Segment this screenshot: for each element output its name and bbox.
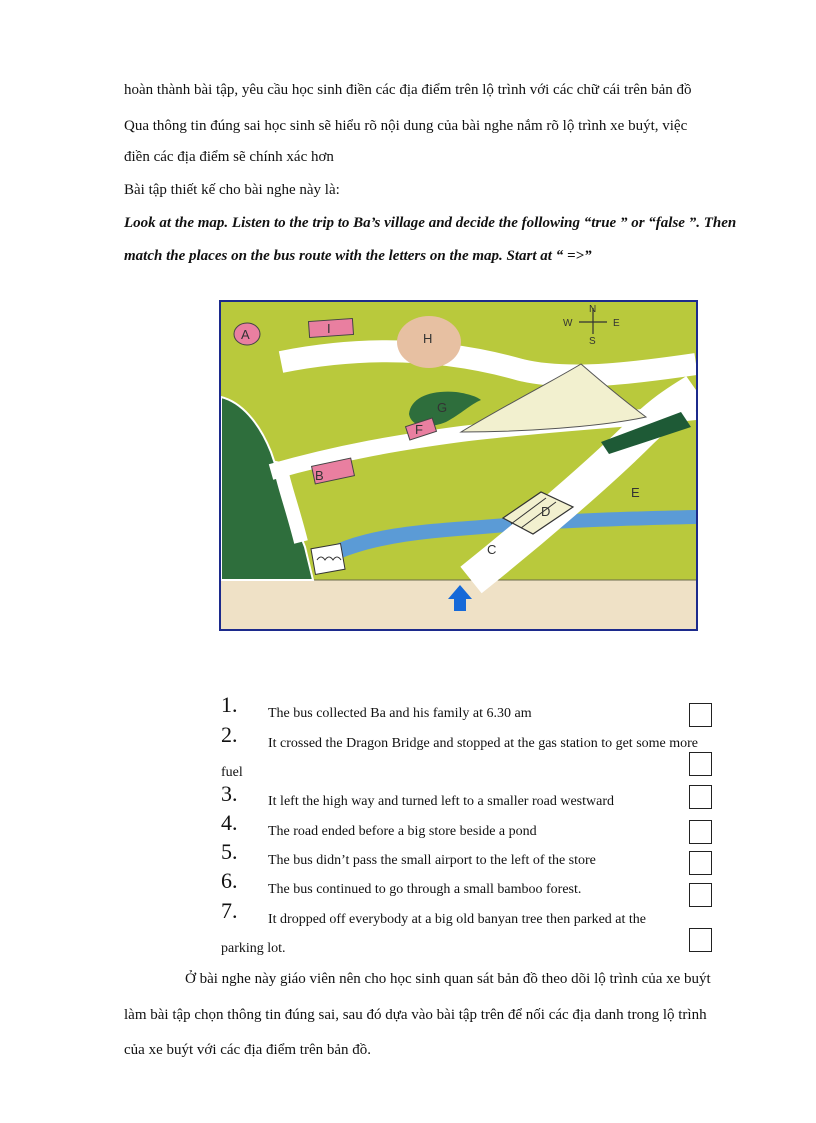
- answer-checkbox[interactable]: [689, 851, 712, 875]
- bus-route-map: [219, 300, 698, 631]
- map-label-f: F: [415, 422, 423, 437]
- question-continuation: fuel: [221, 765, 243, 780]
- compass-n: N: [589, 304, 597, 315]
- outro-line-3: của xe buýt với các địa điểm trên bản đồ.: [124, 1042, 372, 1058]
- question-text: It left the high way and turned left to a smaller road westward: [268, 794, 614, 809]
- map-label-d: D: [541, 504, 551, 519]
- question-text: It dropped off everybody at a big old banyan tree then parked at the: [268, 912, 646, 927]
- question-text: The bus continued to go through a small bamboo forest.: [268, 882, 582, 897]
- map-label-a: A: [241, 327, 250, 342]
- answer-checkbox[interactable]: [689, 820, 712, 844]
- instruction-line-1: Look at the map. Listen to the trip to Ba’s village and decide the following “true ” or “false ”. Then: [124, 215, 737, 231]
- compass-e: E: [613, 318, 620, 329]
- compass-s: S: [589, 336, 596, 347]
- question-number: 3.: [221, 781, 238, 806]
- question-number: 2.: [221, 722, 238, 747]
- instruction-line-2: match the places on the bus route with the letters on the map. Start at “ =>”: [124, 248, 592, 264]
- question-text: The bus didn’t pass the small airport to the left of the store: [268, 853, 596, 868]
- intro-line-3: điền các địa điểm sẽ chính xác hơn: [124, 149, 334, 165]
- compass-w: W: [563, 318, 573, 329]
- question-number: 7.: [221, 898, 238, 923]
- question-number: 1.: [221, 692, 238, 717]
- question-text: It crossed the Dragon Bridge and stopped at the gas station to get some more: [268, 736, 699, 751]
- map-label-g: G: [437, 400, 448, 415]
- answer-checkbox[interactable]: [689, 752, 712, 776]
- outro-line-2: làm bài tập chọn thông tin đúng sai, sau đó dựa vào bài tập trên để nối các địa danh trong lộ trình: [124, 1007, 707, 1023]
- question-number: 4.: [221, 810, 238, 835]
- outro-line-1: Ở bài nghe này giáo viên nên cho học sinh quan sát bản đồ theo dõi lộ trình của xe buýt: [185, 971, 711, 987]
- map-label-h: H: [423, 331, 433, 346]
- question-number: 6.: [221, 868, 238, 893]
- question-text: The road ended before a big store beside a pond: [268, 824, 537, 839]
- answer-checkbox[interactable]: [689, 883, 712, 907]
- answer-checkbox[interactable]: [689, 703, 712, 727]
- map-label-e: E: [631, 485, 640, 500]
- question-text: The bus collected Ba and his family at 6.30 am: [268, 706, 532, 721]
- intro-line-2: Qua thông tin đúng sai học sinh sẽ hiểu rõ nội dung của bài nghe nắm rõ lộ trình xe buýt, việc: [124, 118, 688, 134]
- answer-checkbox[interactable]: [689, 928, 712, 952]
- intro-line-1: hoàn thành bài tập, yêu cầu học sinh điền các địa điểm trên lộ trình với các chữ cái trên bản đồ: [124, 82, 692, 98]
- question-continuation: parking lot.: [221, 941, 286, 956]
- map-label-c: C: [487, 542, 497, 557]
- map-label-i: I: [327, 321, 331, 336]
- map-building-i: [308, 318, 353, 337]
- question-number: 5.: [221, 839, 238, 864]
- map-label-b: B: [315, 468, 324, 483]
- intro-line-4: Bài tập thiết kế cho bài nghe này là:: [124, 182, 340, 198]
- answer-checkbox[interactable]: [689, 785, 712, 809]
